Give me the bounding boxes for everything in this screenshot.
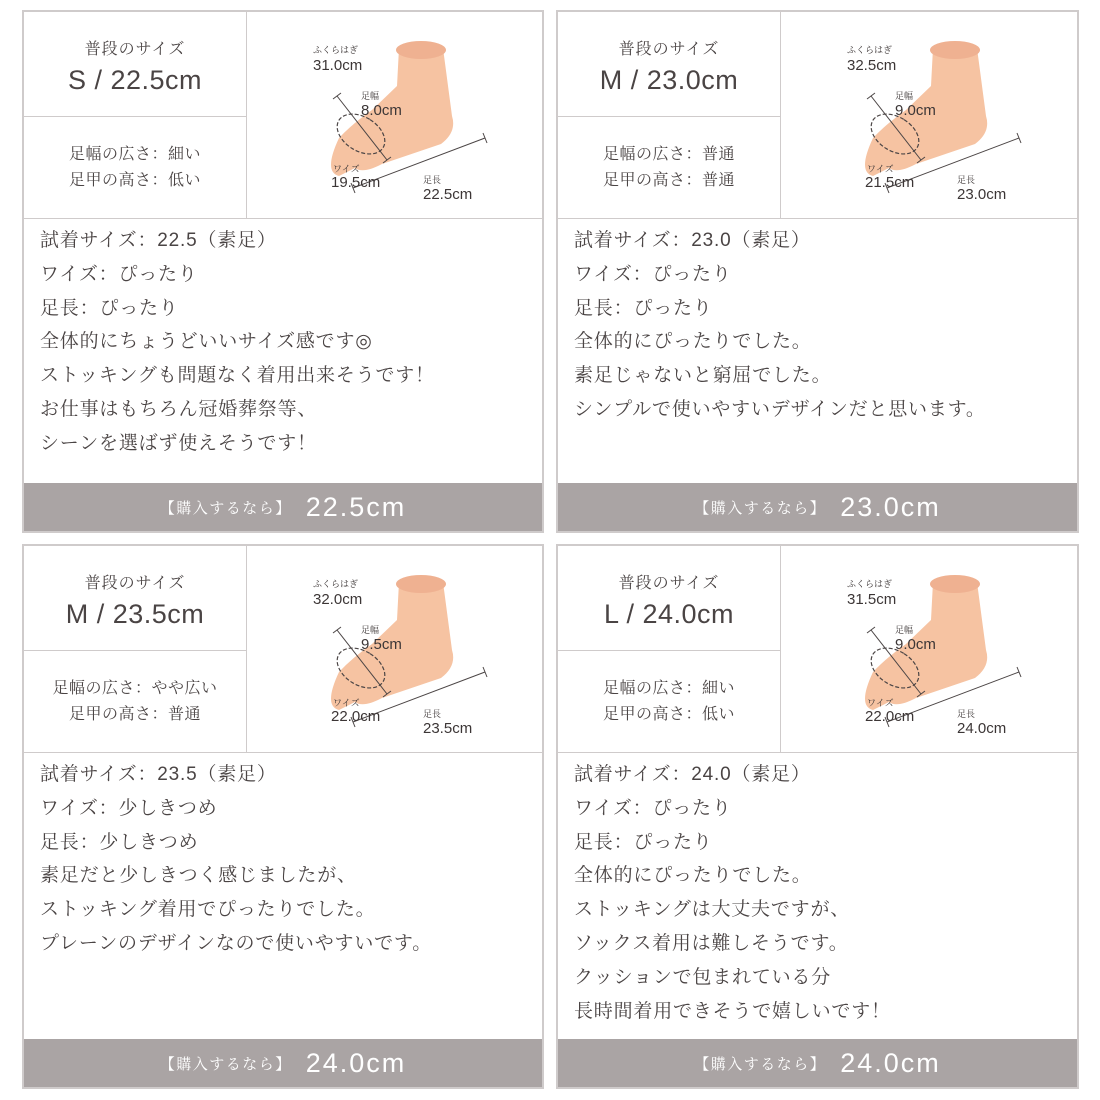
foot-width-line: 足幅の広さ：普通 — [602, 145, 735, 163]
foot-diagram-svg — [781, 12, 1076, 218]
wise-value: 22.0cm — [331, 708, 381, 725]
calf-value: 32.5cm — [847, 57, 897, 74]
foot-diagram — [247, 12, 542, 218]
size-summary — [558, 546, 781, 752]
review-line: シンプルで使いやすいデザインだと思います。 — [574, 398, 986, 420]
instep-height-line: 足甲の高さ：低い — [602, 705, 735, 723]
review-line: ワイズ：少しきつめ — [40, 797, 218, 819]
usual-size-value: L / 24.0cm — [603, 599, 735, 629]
size-review-card-1 — [22, 10, 544, 533]
width-label: 足幅 — [895, 91, 914, 101]
width-tick-1 — [333, 93, 341, 99]
width-tick-1 — [867, 93, 875, 99]
review-line: 足長：ぴったり — [574, 297, 713, 319]
buy-recommendation-bar — [24, 1039, 542, 1087]
usual-size-value: S / 22.5cm — [67, 65, 203, 95]
calf-value: 31.5cm — [847, 591, 897, 608]
review-line: 足長：ぴったり — [40, 297, 179, 319]
review-text — [40, 758, 532, 961]
buy-size-value: 24.0cm — [840, 1047, 941, 1078]
foot-diagram-svg — [781, 546, 1076, 752]
calf-label: ふくらはぎ — [313, 579, 359, 589]
review-line: ストッキングも問題なく着用出来そうです！ — [40, 365, 435, 387]
foot-width-line: 足幅の広さ：細い — [68, 145, 201, 163]
review-line: ワイズ：ぴったり — [40, 263, 198, 285]
review-text — [574, 758, 1067, 1028]
buy-label: 【購入するなら】 — [159, 1055, 292, 1073]
length-label: 足長 — [423, 709, 442, 719]
review-line: 試着サイズ：24.0（素足） — [574, 764, 811, 785]
review-text — [40, 224, 532, 461]
buy-recommendation-bar — [24, 483, 542, 531]
length-label: 足長 — [957, 709, 976, 719]
review-line: 素足だと少しきつく感じましたが、 — [40, 865, 357, 887]
foot-shape-box — [558, 651, 780, 752]
foot-shape-box — [558, 117, 780, 218]
review-line: 長時間着用できそうで嬉しいです！ — [574, 1000, 891, 1022]
buy-size-value: 23.0cm — [840, 491, 941, 522]
width-label: 足幅 — [361, 625, 380, 635]
length-value: 24.0cm — [957, 720, 1007, 737]
review-line: ストッキング着用でぴったりでした。 — [40, 899, 376, 921]
review-line: 素足じゃないと窮屈でした。 — [574, 365, 832, 387]
card-header — [24, 546, 542, 753]
review-line: 全体的にぴったりでした。 — [574, 865, 812, 887]
length-label: 足長 — [423, 175, 442, 185]
review-text — [574, 224, 1067, 427]
instep-height-line: 足甲の高さ：普通 — [68, 705, 201, 723]
wise-label: ワイズ — [333, 698, 360, 708]
review-line: 試着サイズ：23.5（素足） — [40, 764, 277, 785]
calf-label: ふくらはぎ — [313, 45, 359, 55]
review-line: クッションで包まれている分 — [574, 966, 832, 988]
instep-height-line: 足甲の高さ：低い — [68, 171, 201, 189]
review-line: ストッキングは大丈夫ですが、 — [574, 899, 851, 921]
foot-shape-box — [24, 117, 246, 218]
size-review-card-4 — [556, 544, 1079, 1089]
instep-height-line: 足甲の高さ：普通 — [602, 171, 735, 189]
length-value: 23.5cm — [423, 720, 473, 737]
size-review-card-3 — [22, 544, 544, 1089]
calf-label: ふくらはぎ — [847, 45, 893, 55]
foot-top-opening — [396, 41, 446, 59]
foot-diagram-svg — [247, 12, 542, 218]
review-line: ワイズ：ぴったり — [574, 263, 732, 285]
usual-size-box — [558, 12, 780, 117]
card-header — [24, 12, 542, 219]
usual-size-box — [558, 546, 780, 651]
foot-top-opening — [930, 41, 980, 59]
wise-label: ワイズ — [333, 164, 360, 174]
calf-value: 31.0cm — [313, 57, 363, 74]
foot-shape-box — [24, 651, 246, 752]
usual-size-value: M / 23.0cm — [599, 65, 739, 95]
review-line: シーンを選ばず使えそうです！ — [40, 432, 317, 454]
usual-size-caption: 普段のサイズ — [84, 41, 186, 58]
foot-diagram — [781, 12, 1076, 218]
usual-size-caption: 普段のサイズ — [618, 575, 720, 592]
size-review-card-2 — [556, 10, 1079, 533]
foot-diagram-svg — [247, 546, 542, 752]
buy-label: 【購入するなら】 — [694, 499, 827, 517]
wise-value: 22.0cm — [865, 708, 915, 725]
buy-recommendation-bar — [558, 1039, 1077, 1087]
width-label: 足幅 — [361, 91, 380, 101]
review-line: お仕事はもちろん冠婚葬祭等、 — [40, 398, 318, 420]
card-header — [558, 546, 1077, 753]
width-value: 9.5cm — [361, 636, 402, 653]
usual-size-caption: 普段のサイズ — [618, 41, 720, 58]
review-line: 試着サイズ：22.5（素足） — [40, 230, 277, 251]
calf-label: ふくらはぎ — [847, 579, 893, 589]
width-tick-1 — [333, 627, 341, 633]
wise-value: 21.5cm — [865, 174, 915, 191]
buy-size-value: 24.0cm — [305, 1047, 407, 1078]
calf-value: 32.0cm — [313, 591, 363, 608]
buy-label: 【購入するなら】 — [159, 499, 292, 517]
size-summary — [24, 12, 247, 218]
review-line: ソックス着用は難しそうです。 — [574, 932, 849, 954]
size-summary — [24, 546, 247, 752]
review-line: ワイズ：ぴったり — [574, 797, 732, 819]
width-tick-1 — [867, 627, 875, 633]
length-label: 足長 — [957, 175, 976, 185]
usual-size-caption: 普段のサイズ — [84, 575, 186, 592]
length-value: 22.5cm — [423, 186, 473, 203]
width-value: 9.0cm — [895, 636, 936, 653]
foot-diagram — [247, 546, 542, 752]
width-label: 足幅 — [895, 625, 914, 635]
width-value: 8.0cm — [361, 102, 402, 119]
wise-label: ワイズ — [867, 164, 894, 174]
usual-size-box — [24, 546, 246, 651]
wise-label: ワイズ — [867, 698, 894, 708]
review-line: 全体的にぴったりでした。 — [574, 331, 812, 353]
review-line: 足長：少しきつめ — [40, 831, 199, 853]
foot-width-line: 足幅の広さ：やや広い — [52, 679, 218, 697]
review-line: 全体的にちょうどいいサイズ感です◎ — [40, 331, 373, 353]
foot-diagram — [781, 546, 1076, 752]
card-header — [558, 12, 1077, 219]
buy-size-value: 22.5cm — [305, 491, 407, 522]
buy-recommendation-bar — [558, 483, 1077, 531]
length-value: 23.0cm — [957, 186, 1007, 203]
buy-label: 【購入するなら】 — [694, 1055, 827, 1073]
usual-size-value: M / 23.5cm — [65, 599, 205, 629]
width-value: 9.0cm — [895, 102, 936, 119]
foot-top-opening — [396, 575, 446, 593]
review-line: 足長：ぴったり — [574, 831, 713, 853]
wise-value: 19.5cm — [331, 174, 381, 191]
review-line: プレーンのデザインなので使いやすいです。 — [40, 932, 433, 954]
review-line: 試着サイズ：23.0（素足） — [574, 230, 811, 251]
size-summary — [558, 12, 781, 218]
usual-size-box — [24, 12, 246, 117]
foot-width-line: 足幅の広さ：細い — [602, 679, 735, 697]
foot-top-opening — [930, 575, 980, 593]
